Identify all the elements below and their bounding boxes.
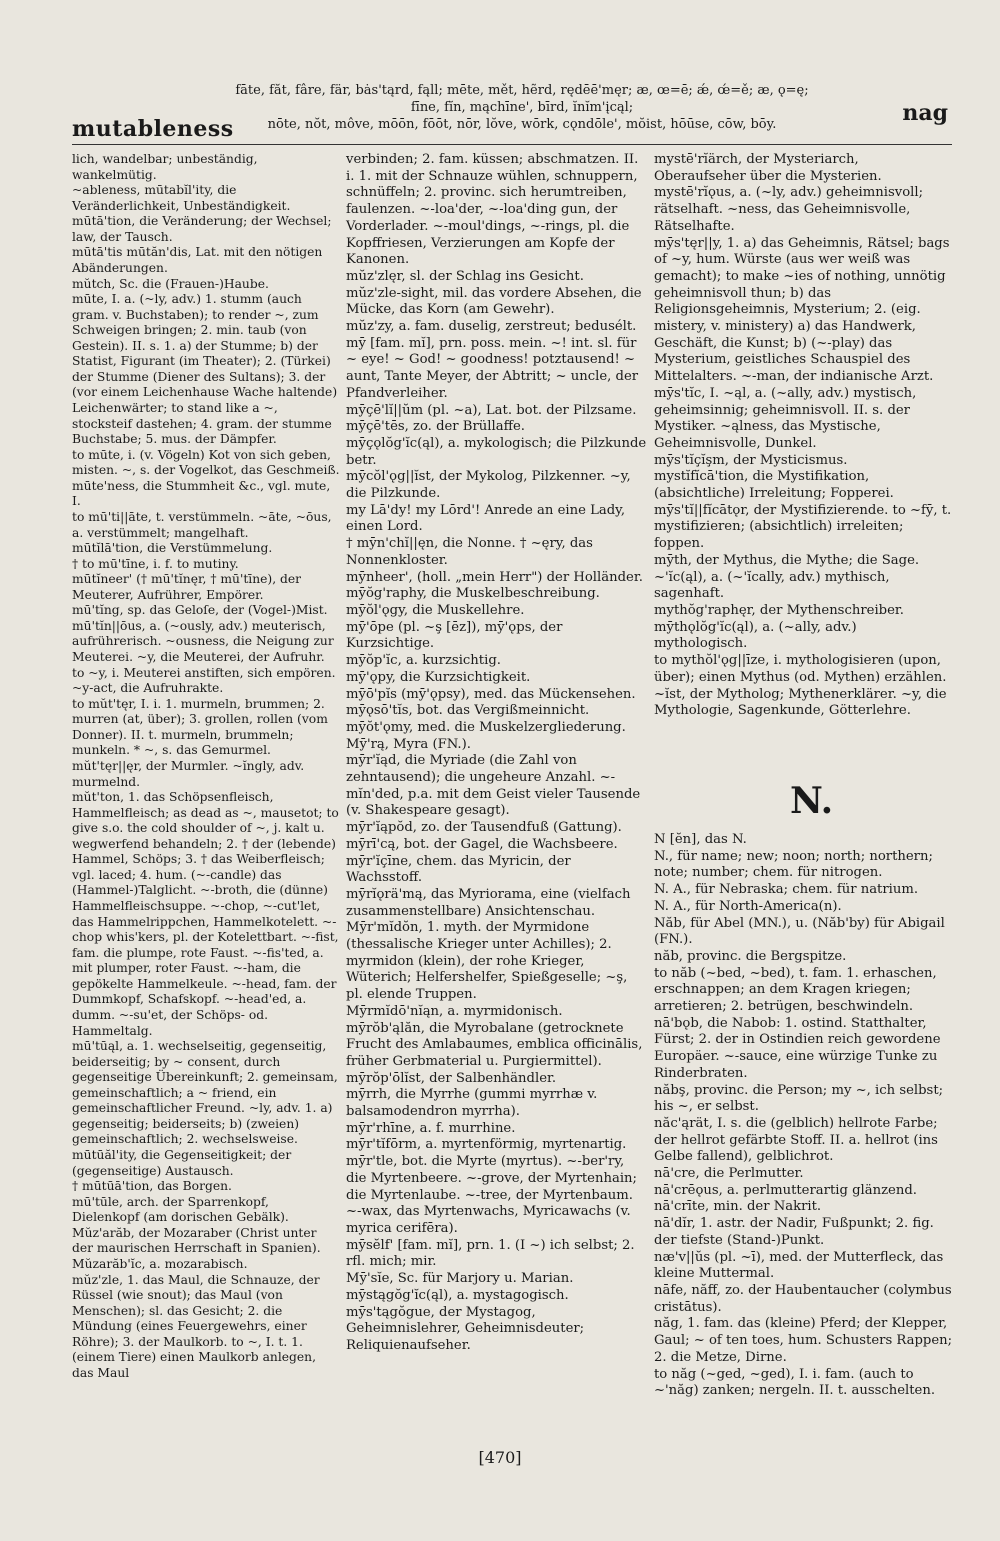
dictionary-entry: my Lā'dy! my Lōrd'! Anrede an eine Lady, einen Lord. <box>346 502 626 535</box>
dictionary-entry: Mȳ'rą, Myra (FN.). <box>346 736 471 752</box>
dictionary-entry: to năg (~ged, ~ged), I. i. fam. (auch to ~'năg) zanken; nergeln. II. t. ausschelten. <box>654 1366 936 1399</box>
dictionary-entry: mŭz'zlęr, sl. der Schlag ins Gesicht. <box>346 268 584 284</box>
dictionary-entry: mȳçǫlŏg'ĭc(ąl), a. mykologisch; die Pilzkunde betr. <box>346 435 647 468</box>
dictionary-entry: mȳ'ǫpy, die Kurzsichtigkeit. <box>346 669 531 685</box>
dictionary-entry: mūtĭneer' († mū'tĭnęr, † mū'tīne), der Meuterer, Aufrührer, Empörer. <box>72 572 302 602</box>
dictionary-entry: mȳrĭǫrä'mą, das Myriorama, eine (vielfach zusammenstellbare) Ansichtenschau. <box>346 886 631 919</box>
dictionary-entry: mȳrŏp'ōlĭst, der Salbenhändler. <box>346 1070 557 1086</box>
dictionary-entry: N. A., für Nebraska; chem. für natrium. <box>654 882 919 898</box>
dictionary-entry: Mŭz'arăb, der Mozaraber (Christ unter der maurischen Herrschaft in Spanien). <box>72 1225 321 1256</box>
dictionary-entry: † to mū'tīne, i. f. to mutiny. <box>72 556 239 571</box>
dictionary-entry: năc'ąrät, I. s. die (gelblich) hellrote Farbe; der hellrot gefärbte Stoff. II. a. hellrot (ins Gelbe fallend), gelblichrot. <box>654 1115 938 1165</box>
dictionary-entry: mȳrrh, die Myrrhe (gummi myrrhæ v. balsamodendron myrrha). <box>346 1087 598 1120</box>
column-1 <box>72 152 340 1381</box>
dictionary-entry: mystē'rĭärch, der Mysteriarch, Oberaufseher über die Mysterien. <box>654 152 882 184</box>
dictionary-entry: nā'crēǫus, a. perlmutterartig glänzend. <box>654 1182 917 1198</box>
dictionary-entry: mȳs'tęr||y, 1. a) das Geheimnis, Rätsel; bags of ~y, hum. Würste (aus wer weiß was gemacht); to make ~ies of nothing, unnötig geheimnisvoll thun; b) das Religionsgeheimnis, Mysterium; 2. (eig. mistery, v. ministery) a) das Handwerk, Geschäft, die Kunst; b) (~-play) das Mysterium, geistliches Schauspiel des Mittelalters. ~-man, der indianische Arzt. <box>654 235 950 385</box>
pron-key-line: fīne, fĭn, mąchīne', bīrd, ĭnĭm'įcąl; <box>410 100 634 115</box>
pron-key-line: fāte, făt, fâre, fär, bȧs'tąrd, fąll; mēte, mět, hẽrd, rędēē'męr; æ, œ=ē; ǽ, œ́=ě; æ, ǫ=ę; <box>235 83 809 98</box>
dictionary-entry: mȳō'pĭs (mȳ'ǫpsy), med. das Mückensehen. <box>346 686 636 702</box>
dictionary-entry: Mȳ'sĭe, Sc. für Marjory u. Marian. <box>346 1271 574 1287</box>
dictionary-entry: mŭtch, Sc. die (Frauen-)Haube. <box>72 276 269 291</box>
column-3 <box>654 152 954 720</box>
dictionary-entry: nā'dĭr, 1. astr. der Nadir, Fußpunkt; 2. fig. der tiefste (Stand-)Punkt. <box>654 1216 934 1248</box>
dictionary-entry: mȳs'tągŏgue, der Mystagog, Geheimnislehrer, Geheimnisdeuter; Reliquienaufseher. <box>346 1304 585 1353</box>
dictionary-entry: mŭt'ton, 1. das Schöpsenfleisch, Hammelfleisch; as dead as ~, mausetot; to give s.o. the cold shoulder of ~, j. kalt u. wegwerfend behandeln; 2. † der (lebende) Hammel, Schöps; 3. † das Weiberfleisch; vgl. laced; 4. hum. (~-candle) das (Hammel-)Talglicht. ~-broth, die (dünne) Hammelfleischsuppe. ~-chop, ~-cut'let, das Hammelrippchen, Hammelkotelett. ~-chop whis'kers, pl. der Kotelettbart. ~-fist, fam. die plumpe, rote Faust. ~-fis'ted, a. mit plumper, roter Faust. ~-ham, die gepökelte Hammelkeule. ~-head, fam. der Dummkopf, Schafskopf. ~-head'ed, a. dumm. ~-su'et, der Schöps- od. Hammeltalg. <box>72 790 339 1038</box>
dictionary-entry: nāfe, năff, zo. der Haubentaucher (colymbus cristātus). <box>654 1282 952 1315</box>
dictionary-entry: N [ĕn], das N. <box>654 832 747 847</box>
guide-word-left: mutableness <box>72 116 234 142</box>
dictionary-entry: mȳŏl'ǫgy, die Muskellehre. <box>346 602 525 618</box>
dictionary-entry: mȳr'tle, bot. die Myrte (myrtus). ~-ber'ry, die Myrtenbeere. ~-grove, der Myrtenhain; die Myrtenlaube. ~-tree, der Myrtenbaum. ~-wax, das Myrtenwachs, Myricawachs (v. myrica cerifēra). <box>346 1154 637 1236</box>
dictionary-entry: to mū'ti||āte, t. verstümmeln. ~āte, ~ōus, a. verstümmelt; mangelhaft. <box>72 509 332 540</box>
dictionary-entry: mū'tĭng, sp. das Geloſe, der (Vogel-)Mist. <box>72 603 328 618</box>
dictionary-entry: mȳr'ĭçīne, chem. das Myricin, der Wachsstoff. <box>346 853 571 886</box>
dictionary-entry: N., für name; new; noon; north; northern; note; number; chem. für nitrogen. <box>654 848 933 881</box>
dictionary-entry: mȳr'ĭąpŏd, zo. der Tausendfuß (Gattung). <box>346 820 622 836</box>
dictionary-entry: Mȳrmĭdō'nĭąn, a. myrmidonisch. <box>346 1003 563 1019</box>
dictionary-entry: mȳthǫlŏg'ĭc(ąl), a. (~ally, adv.) mythologisch. <box>654 619 857 652</box>
dictionary-entry: mȳs'tĭc, I. ~ąl, a. (~ally, adv.) mystisch, geheimsinnig; geheimnisvoll. II. s. der Mystiker. ~ąlness, das Mystische, Geheimnisvolle, Dunkel. <box>654 385 917 451</box>
dictionary-entry: Mŭzarăb'ĭc, a. mozarabisch. <box>72 1256 248 1271</box>
dictionary-entry: mŭz'zle-sight, mil. das vordere Absehen, die Mücke, das Korn (am Gewehr). <box>346 285 642 318</box>
dictionary-entry: mȳth, der Mythus, die Mythe; die Sage. ~'ĭc(ąl), a. (~'ĭcally, adv.) mythisch, sagenhaft. <box>654 552 920 602</box>
dictionary-entry: to mūte, i. (v. Vögeln) Kot von sich geben, misten. ~, s. der Vogelkot, das Geschmeiß. <box>72 447 340 478</box>
dictionary-entry: mȳŏp'ĭc, a. kurzsichtig. <box>346 653 501 669</box>
dictionary-entry: mȳcŏl'ǫg||ĭst, der Mykolog, Pilzkenner. ~y, die Pilzkunde. <box>346 469 631 502</box>
dictionary-entry: nā'cre, die Perlmutter. <box>654 1166 804 1182</box>
dictionary-entry: mȳrī'cą, bot. der Gagel, die Wachsbeere. <box>346 836 618 852</box>
dictionary-entry: mȳs'tĭ||fĭcātǫr, der Mystifizierende. to ~fȳ, t. mystifizieren; (absichtlich) irreleiten; foppen. <box>654 502 952 552</box>
dictionary-entry: mȳnheer', (holl. „mein Herr") der Holländer. <box>346 569 643 585</box>
dictionary-entry: mūte, I. a. (~ly, adv.) 1. stumm (auch gram. v. Buchstaben); to render ~, zum Schweigen bringen; 2. min. taub (von Gestein). II. s. 1. a) der Stumme; b) der Statist, Figurant (im Theater); 2. (Türkei) der Stumme (Diener des Sultans); 3. der (vor einem Leichenhause Wache haltende) Leichenwärter; to stand like a ~, stocksteif dastehen; 4. gram. der stumme Buchstabe; 5. mus. der Dämpfer. <box>72 292 338 447</box>
pron-key-line: nōte, nŏt, môve, mōōn, fōōt, nōr, lŏve, wōrk, cǫndōle', mŏist, hōūse, cōw, bōy. <box>267 117 777 132</box>
column-2 <box>346 152 648 1355</box>
dictionary-entry: mŭz'zle, 1. das Maul, die Schnauze, der Rüssel (wie snout); das Maul (von Menschen); sl. das Gesicht; 2. die Mündung (eines Feuergewehrs, einer Röhre); 3. der Maulkorb. to ~, I. t. 1. (einem Tiere) einen Maulkorb anlegen, das Maul <box>72 1272 320 1380</box>
dictionary-entry: mȳsĕlf' [fam. mĭ], prn. 1. (I ~) ich selbst; 2. rfl. mich; mir. <box>346 1237 635 1270</box>
dictionary-entry: mȳstągŏg'ĭc(ąl), a. mystagogisch. <box>346 1287 569 1303</box>
dictionary-entry: mȳǫsō'tĭs, bot. das Vergißmeinnicht. <box>346 703 590 719</box>
dictionary-entry: mŭt'tęr||ęr, der Murmler. ~ĭngly, adv. murmelnd. <box>72 758 305 789</box>
dictionary-entry: mū'tūąl, a. 1. wechselseitig, gegenseitig, beiderseitig; by ~ consent, durch gegenseitige Übereinkunft; 2. gemeinsam, gemeinschaftlich; a ~ friend, ein gemeinschaftlicher Freund. ~ly, adv. 1. a) gegenseitig; beiderseits; b) (zweien) gemeinschaftlich; 2. wechselsweise. <box>72 1039 338 1147</box>
section-letter: N. <box>790 780 834 822</box>
header-rule <box>72 144 952 145</box>
dictionary-entry: ~ableness, mūtabĭl'ity, die Veränderlichkeit, Unbeständigkeit. <box>72 183 291 213</box>
dictionary-entry: mū'tĭn||ōus, a. (~ously, adv.) meuterisch, aufrührerisch. ~ousness, die Neigung zur Meuterei. ~y, die Meuterei, der Aufruhr. to ~y, i. Meuterei anstiften, sich empören. ~y-act, die Aufruhrakte. <box>72 618 336 696</box>
dictionary-entry: nā'bǫb, die Nabob: 1. ostind. Statthalter, Fürst; 2. der in Ostindien reich gewordene Europäer. ~-sauce, eine würzige Tunke zu Rinderbraten. <box>654 1015 941 1081</box>
dictionary-entry: mūtā'tis mūtăn'dis, Lat. mit den nötigen Abänderungen. <box>72 245 323 275</box>
dictionary-entry: mȳçē'tēs, zo. der Brüllaffe. <box>346 419 525 435</box>
dictionary-entry: mȳr'tĭfōrm, a. myrtenförmig, myrtenartig. <box>346 1137 627 1153</box>
dictionary-entry: mystē'rĭǫus, a. (~ly, adv.) geheimnisvoll; rätselhaft. ~ness, das Geheimnisvolle, Rätselhafte. <box>654 185 924 234</box>
dictionary-entry: mȳçē'lĭ||ŭm (pl. ~a), Lat. bot. der Pilzsame. <box>346 402 637 418</box>
dictionary-entry: mȳ'ōpe (pl. ~ş [ēz]), mȳ'ǫps, der Kurzsichtige. <box>346 619 563 652</box>
dictionary-entry: lich, wandelbar; unbeständig, wankelmütig. <box>72 152 258 182</box>
dictionary-entry: mȳŏg'raphy, die Muskelbeschreibung. <box>346 586 600 602</box>
dictionary-entry: to năb (~bed, ~bed), t. fam. 1. erhaschen, erschnappen; an dem Kragen kriegen; arretieren; 2. betrügen, beschwindeln. <box>654 965 937 1015</box>
dictionary-entry: mūtā'tion, die Veränderung; der Wechsel; law, der Tausch. <box>72 214 332 244</box>
pronunciation-key <box>232 82 812 133</box>
dictionary-entry: † mūtūā'tion, das Borgen. <box>72 1179 232 1194</box>
dictionary-entry: † mȳn'chĭ||ęn, die Nonne. † ~ęry, das Nonnenkloster. <box>346 536 593 568</box>
dictionary-entry: mȳrŏb'ąlăn, die Myrobalane (getrocknete Frucht des Amlabaumes, emblica officinālis, früher Gerbmaterial u. Purgiermittel). <box>346 1020 643 1069</box>
dictionary-entry: mystĭfĭcā'tion, die Mystifikation, (absichtliche) Irreleitung; Fopperei. <box>654 469 894 502</box>
dictionary-entry: to mythŏl'ǫg||īze, i. mythologisieren (upon, über); einen Mythus (od. Mythen) erzählen. ~ĭst, der Mytholog; Mythenerklärer. ~y, die Mythologie, Sagenkunde, Götterlehre. <box>654 653 947 719</box>
dictionary-entry: mūtūăl'ity, die Gegenseitigkeit; der (gegenseitige) Austausch. <box>72 1148 292 1178</box>
dictionary-entry: mȳr'rhīne, a. f. murrhine. <box>346 1120 516 1136</box>
dictionary-entry: Mȳr'mĭdŏn, 1. myth. der Myrmidone (thessalische Krieger unter Achilles); 2. myrmidon (klein), der rohe Krieger, Wüterich; Helfershelfer, Spießgeselle; ~ş, pl. elende Truppen. <box>346 920 628 1003</box>
dictionary-entry: mythŏg'raphęr, der Mythenschreiber. <box>654 602 904 618</box>
dictionary-entry: mŭz'zy, a. fam. duselig, zerstreut; bedusélt. <box>346 319 637 335</box>
dictionary-entry: năbş, provinc. die Person; my ~, ich selbst; his ~, er selbst. <box>654 1082 944 1115</box>
dictionary-entry: næ'v||ŭs (pl. ~ī), med. der Mutterfleck, das kleine Muttermal. <box>654 1249 944 1282</box>
dictionary-entry: N. A., für North-America(n). <box>654 898 842 914</box>
dictionary-entry: mȳŏt'ǫmy, med. die Muskelzergliederung. <box>346 719 626 735</box>
dictionary-entry: nā'crīte, min. der Nakrit. <box>654 1199 822 1215</box>
dictionary-entry: to mŭt'tęr, I. i. 1. murmeln, brummen; 2. murren (at, über); 3. grollen, rollen (vom Donner). II. t. murmeln, brummeln; munkeln. * ~, s. das Gemurmel. <box>72 696 328 758</box>
dictionary-entry: mū'tūle, arch. der Sparrenkopf, Dielenkopf (am dorischen Gebälk). <box>72 1194 289 1225</box>
dictionary-entry: mūte'ness, die Stummheit &c., vgl. mute, I. <box>72 478 331 509</box>
dictionary-entry: Năb, für Abel (MN.), u. (Năb'by) für Abigail (FN.). <box>654 915 945 948</box>
column-3-n-section <box>654 832 954 1400</box>
page-number: [470] <box>478 1448 522 1467</box>
dictionary-entry: mȳs'tĭçĭşm, der Mysticismus. <box>654 452 848 468</box>
dictionary-entry: mȳ [fam. mĭ], prn. poss. mein. ~! int. sl. für ~ eye! ~ God! ~ goodness! potztausend! ~ aunt, Tante Meyer, der Abtritt; ~ uncle, der Pfandverleiher. <box>346 335 639 401</box>
guide-word-right: nag <box>902 100 948 126</box>
dictionary-entry: năg, 1. fam. das (kleine) Pferd; der Klepper, Gaul; ~ of ten toes, hum. Schusters Rappen; 2. die Metze, Dirne. <box>654 1316 953 1365</box>
dictionary-entry: mȳr'ĭąd, die Myriade (die Zahl von zehntausend); die ungeheure Anzahl. ~-mĭn'ded, p.a. mit dem Geist vieler Tausende (v. Shakespeare gesagt). <box>346 753 641 819</box>
dictionary-entry: mūtĭlā'tion, die Verstümmelung. <box>72 541 273 556</box>
dictionary-entry: verbinden; 2. fam. küssen; abschmatzen. II. i. 1. mit der Schnauze wühlen, schnuppern, schnüffeln; 2. provinc. sich herumtreiben, faulenzen. ~-loa'der, ~-loa'ding gun, der Vorderlader. ~-moul'dings, ~-rings, pl. die Kopffriesen, Verzierungen am Kopfe der Kanonen. <box>346 152 639 268</box>
dictionary-entry: năb, provinc. die Bergspitze. <box>654 948 847 964</box>
